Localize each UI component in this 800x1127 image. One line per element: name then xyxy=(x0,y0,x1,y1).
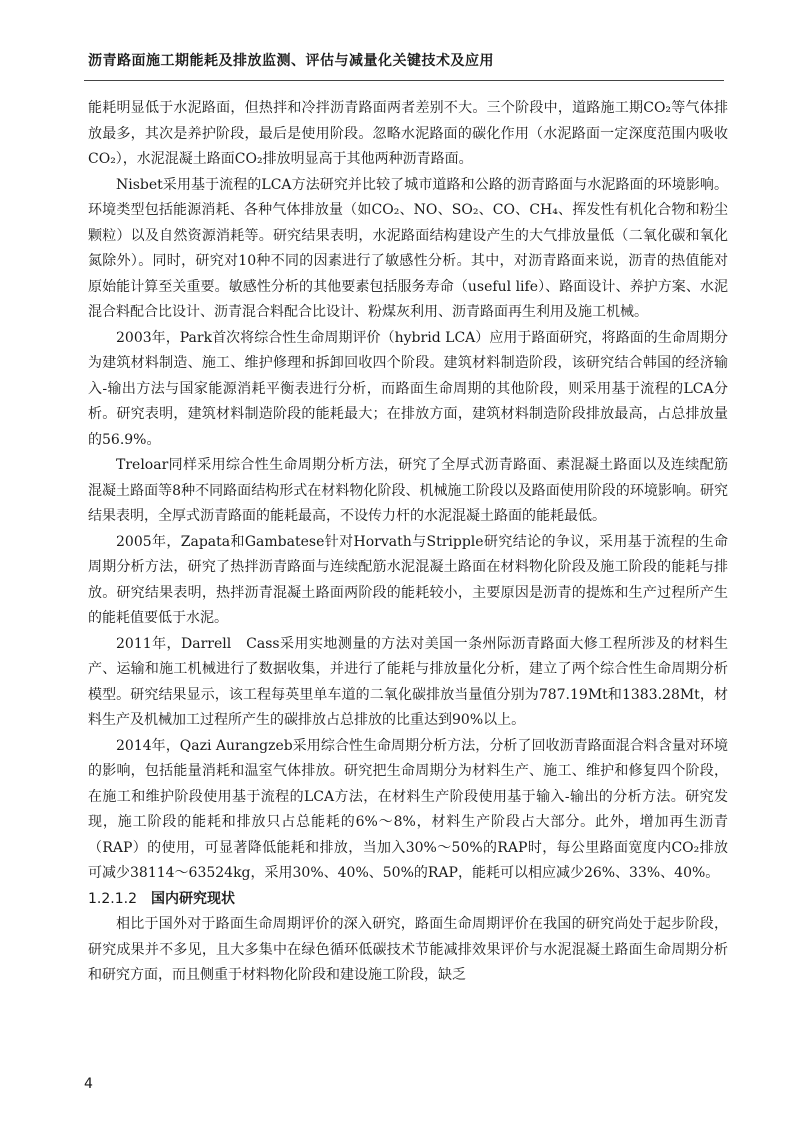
paragraph-6: 2014年，Qazi Aurangzeb采用综合性生命周期分析方法，分析了回收沥青路面混合料含量对环境的影响，包括能量消耗和温室气体排放。研究把生命周期分为材料生产、施工、维护和修复四个阶段，在施工和维护阶段使用基于流程的LCA方法，在材料生产阶段使用基于输入-输出的分析方法。研究发现，施工阶段的能耗和排放只占总能耗的6%～8%，材料生产阶段占大部分。此外，增加再生沥青（RAP）的使用，可显著降低能耗和排放，当加入30%～50%的RAP时，每公里路面宽度内CO₂排放可减少38114～63524kg，采用30%、40%、50%的RAP，能耗可以相应减少26%、33%、40%。 xyxy=(88,737,728,881)
paragraph-4: 2005年，Zapata和Gambatese针对Horvath与Stripple研究结论的争议，采用基于流程的生命周期分析方法，研究了热拌沥青路面与连续配筋水泥混凝土路面在材料物化阶段及施工阶段的能耗与排放。研究结果表明，热拌沥青混凝土路面两阶段的能耗较小，主要原因是沥青的提炼和生产过程所产生的能耗值要低于水泥。 xyxy=(88,533,728,626)
page-body xyxy=(88,96,728,989)
paragraph-0: 能耗明显低于水泥路面，但热拌和冷拌沥青路面两者差别不大。三个阶段中，道路施工期CO₂等气体排放最多，其次是养护阶段，最后是使用阶段。忽略水泥路面的碳化作用（水泥路面一定深度范围内吸收CO₂），水泥混凝土路面CO₂排放明显高于其他两种沥青路面。 xyxy=(88,100,728,167)
paragraph-1: Nisbet采用基于流程的LCA方法研究并比较了城市道路和公路的沥青路面与水泥路面的环境影响。环境类型包括能源消耗、各种气体排放量（如CO₂、NO、SO₂、CO、CH₄、挥发性有机化合物和粉尘颗粒）以及自然资源消耗等。研究结果表明，水泥路面结构建设产生的大气排放量低（二氧化碳和氧化氮除外）。同时，研究对10种不同的因素进行了敏感性分析。其中，对沥青路面来说，沥青的热值能对原始能计算至关重要。敏感性分析的其他要素包括服务寿命（useful life）、路面设计、养护方案、水泥混合料配合比设计、沥青混合料配合比设计、粉煤灰利用、沥青路面再生利用及施工机械。 xyxy=(88,176,728,320)
section-heading xyxy=(88,887,728,913)
paragraph-7: 相比于国外对于路面生命周期评价的深入研究，路面生命周期评价在我国的研究尚处于起步阶段，研究成果并不多见，且大多集中在绿色循环低碳技术节能减排效果评价与水泥混凝土路面生命周期分析和研究方面，而且侧重于材料物化阶段和建设施工阶段，缺乏 xyxy=(88,916,728,983)
paragraph-2: 2003年，Park首次将综合性生命周期评价（hybrid LCA）应用于路面研究，将路面的生命周期分为建筑材料制造、施工、维护修理和拆卸回收四个阶段。建筑材料制造阶段，该研究结合韩国的经济输入-输出方法与国家能源消耗平衡表进行分析，而路面生命周期的其他阶段，则采用基于流程的LCA分析。研究表明，建筑材料制造阶段的能耗最大；在排放方面，建筑材料制造阶段排放最高，占总排放量的56.9%。 xyxy=(88,329,728,448)
paragraph-5: 2011年，Darrell Cass采用实地测量的方法对美国一条州际沥青路面大修工程所涉及的材料生产、运输和施工机械进行了数据收集，并进行了能耗与排放量化分析，建立了两个综合性生命周期分析模型。研究结果显示，该工程每英里单车道的二氧化碳排放当量值分别为787.19Mt和1383.28Mt，材料生产及机械加工过程所产生的碳排放占总排放的比重达到90%以上。 xyxy=(88,635,728,728)
header-rule xyxy=(84,80,724,81)
running-header: 沥青路面施工期能耗及排放监测、评估与减量化关键技术及应用 xyxy=(88,53,494,69)
section-number: 1.2.1.2 xyxy=(88,890,137,907)
paragraph-3: Treloar同样采用综合性生命周期分析方法，研究了全厚式沥青路面、素混凝土路面以及连续配筋混凝土路面等8种不同路面结构形式在材料物化阶段、机械施工阶段以及路面使用阶段的环境影响。研究结果表明，全厚式沥青路面的能耗最高，不设传力杆的水泥混凝土路面的能耗最低。 xyxy=(88,457,728,524)
section-title: 国内研究现状 xyxy=(150,890,235,907)
page-number: 4 xyxy=(84,1076,93,1092)
